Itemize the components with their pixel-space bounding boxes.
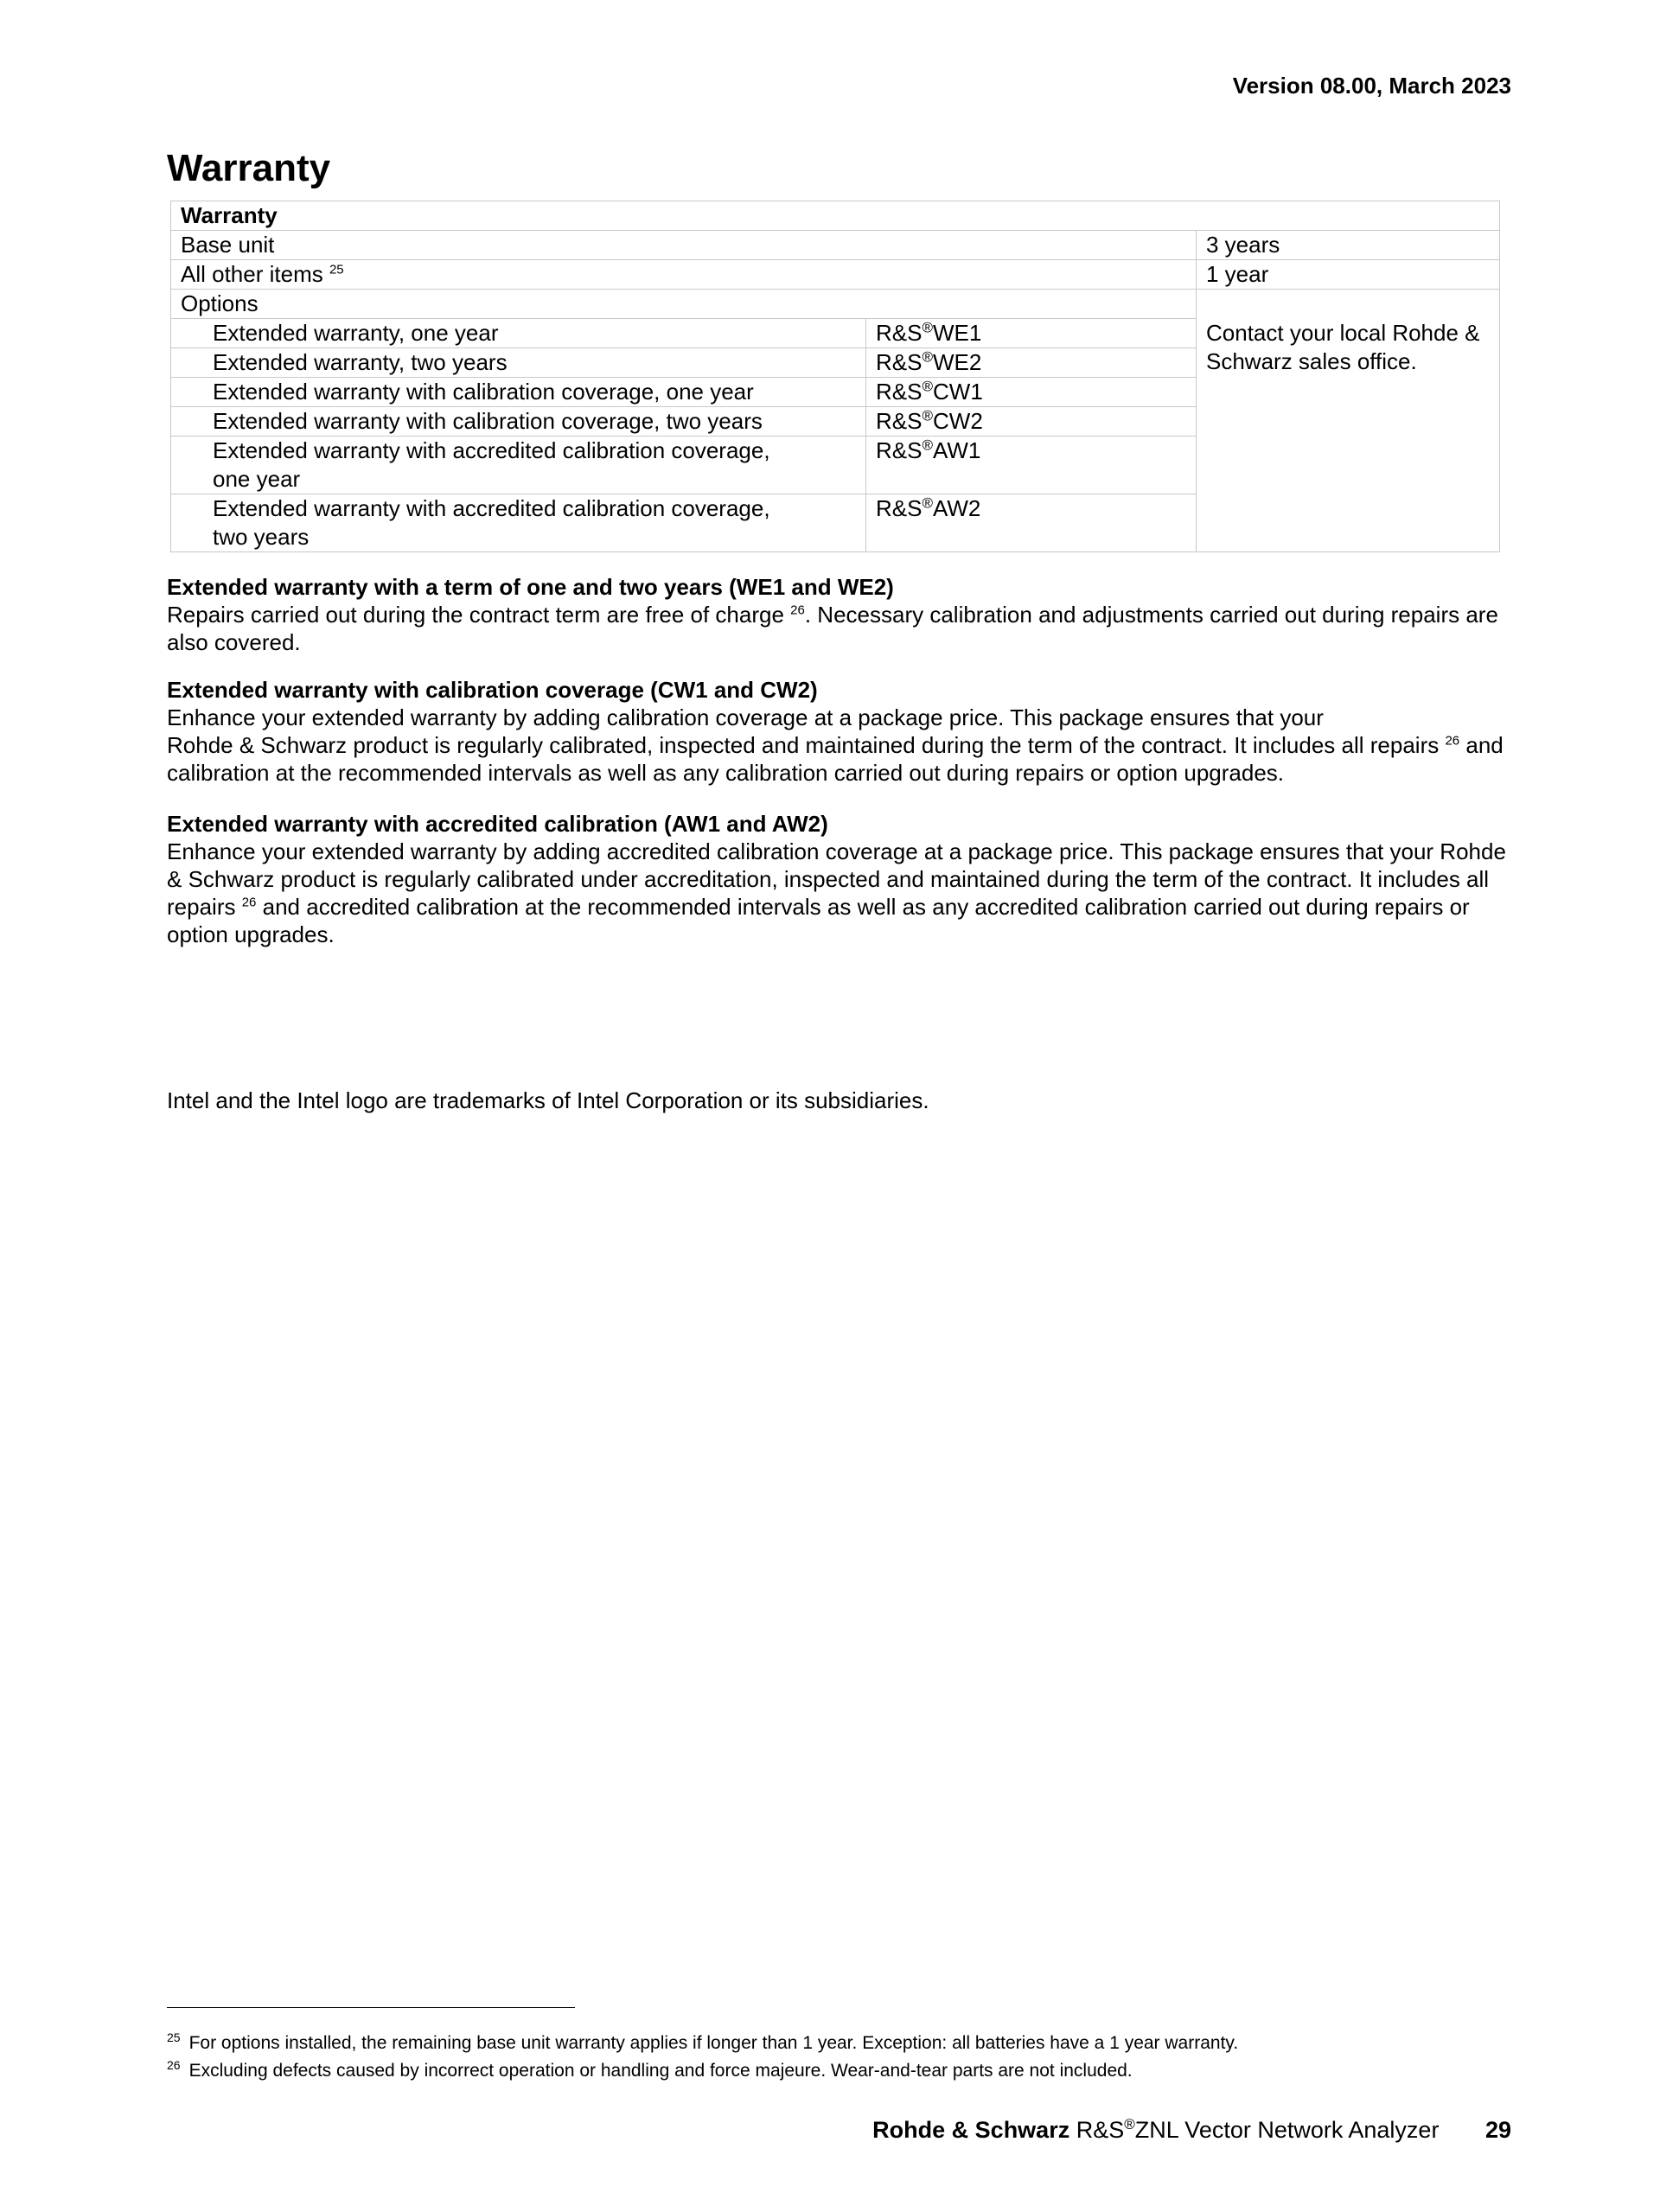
section-body: Repairs carried out during the contract term are free of charge $^{26}$. Necessary calibration and adjustments carried out during repairs are also covered. <box>167 602 1498 655</box>
footer-brand: Rohde & Schwarz <box>872 2117 1070 2143</box>
table-row <box>171 231 1500 260</box>
base-unit-value: 3 years <box>1197 231 1500 260</box>
footnote <box>167 2031 1238 2055</box>
footnote <box>167 2059 1133 2082</box>
option-name: Extended warranty with accredited calibration coverage, <box>213 495 770 521</box>
section-body: Rohde & Schwarz product is regularly calibrated, inspected and maintained during the term of the contract. It includes all repairs $^{26}$ and calibration at the recommended intervals as well as any calibration carried out during repairs or option upgrades. <box>167 732 1504 786</box>
option-code: CW1 <box>933 379 983 405</box>
footnote-text: For options installed, the remaining base unit warranty applies if longer than 1 year. Exception: all batteries have a 1 year warranty. <box>188 2033 1239 2053</box>
table-header: Warranty <box>171 201 1500 231</box>
option-name-cell <box>171 494 866 552</box>
section-body-line: Enhance your extended warranty by adding calibration coverage at a package price. This package ensures that your <box>167 704 1324 730</box>
footnote-divider <box>167 2007 575 2008</box>
option-code: WE2 <box>933 349 982 375</box>
section-body: Enhance your extended warranty by adding accredited calibration coverage at a package price. This package ensures that your Rohde & Schwarz product is regularly calibrated under accreditation, inspected and maintained during the term of the contract. It includes all repairs $^{26}$ and accredited calibration at the recommended intervals as well as any accredited calibration carried out during repairs or option upgrades. <box>167 838 1506 947</box>
section-cw <box>167 676 1507 787</box>
section-we <box>167 573 1507 656</box>
option-code-cell: R&S®CW2 <box>866 407 1197 437</box>
option-name: Extended warranty with calibration coverage, two years <box>171 407 866 437</box>
table-row <box>171 260 1500 290</box>
contact-note: Contact your local Rohde & Schwarz sales office. <box>1197 319 1500 552</box>
options-label: Options <box>171 290 1197 319</box>
other-items-value: 1 year <box>1197 260 1500 290</box>
option-name-cont: one year <box>213 466 301 492</box>
section-heading: Extended warranty with calibration coverage (CW1 and CW2) <box>167 677 818 703</box>
trademark-notice: Intel and the Intel logo are trademarks of Intel Corporation or its subsidiaries. <box>167 1087 929 1113</box>
option-code: AW1 <box>933 437 981 463</box>
footnote-ref: 26 <box>1445 733 1460 749</box>
option-code: CW2 <box>933 408 983 434</box>
option-name-cell <box>171 437 866 494</box>
option-name: Extended warranty, two years <box>171 348 866 378</box>
footnote-number: 25 <box>167 2030 181 2044</box>
option-name: Extended warranty with calibration coverage, one year <box>171 378 866 407</box>
option-code-cell: R&S®WE2 <box>866 348 1197 378</box>
footnote-number: 26 <box>167 2058 181 2072</box>
base-unit-label: Base unit <box>171 231 1197 260</box>
option-code-cell: R&S®AW1 <box>866 437 1197 494</box>
footnote-ref: 25 <box>329 262 344 277</box>
section-aw <box>167 810 1507 948</box>
footnote-ref: 26 <box>241 895 257 910</box>
option-name: Extended warranty with accredited calibration coverage, <box>213 437 770 463</box>
option-code: AW2 <box>933 495 981 521</box>
other-items-cell <box>171 260 1197 290</box>
footer-product: R&S®ZNL Vector Network Analyzer <box>1076 2116 1440 2143</box>
table-header-row <box>171 201 1500 231</box>
option-name: Extended warranty, one year <box>171 319 866 348</box>
table-row <box>171 319 1500 348</box>
other-items-label: All other items <box>181 261 323 287</box>
section-heading: Extended warranty with a term of one and two years (WE1 and WE2) <box>167 574 894 600</box>
page-number: 29 <box>1484 2117 1511 2143</box>
table-row <box>171 290 1500 319</box>
footnote-ref: 26 <box>790 602 805 618</box>
page-footer <box>872 2117 1511 2144</box>
warranty-table <box>170 201 1500 552</box>
footnote-text: Excluding defects caused by incorrect operation or handling and force majeure. Wear-and-tear parts are not included. <box>188 2061 1133 2081</box>
section-heading: Extended warranty with accredited calibration (AW1 and AW2) <box>167 811 828 837</box>
option-code-cell: R&S®CW1 <box>866 378 1197 407</box>
page-title: Warranty <box>167 147 331 189</box>
option-code-cell: R&S®WE1 <box>866 319 1197 348</box>
document-version: Version 08.00, March 2023 <box>1232 73 1511 99</box>
option-code: WE1 <box>933 320 982 346</box>
option-code-cell: R&S®AW2 <box>866 494 1197 552</box>
option-name-cont: two years <box>213 524 310 550</box>
